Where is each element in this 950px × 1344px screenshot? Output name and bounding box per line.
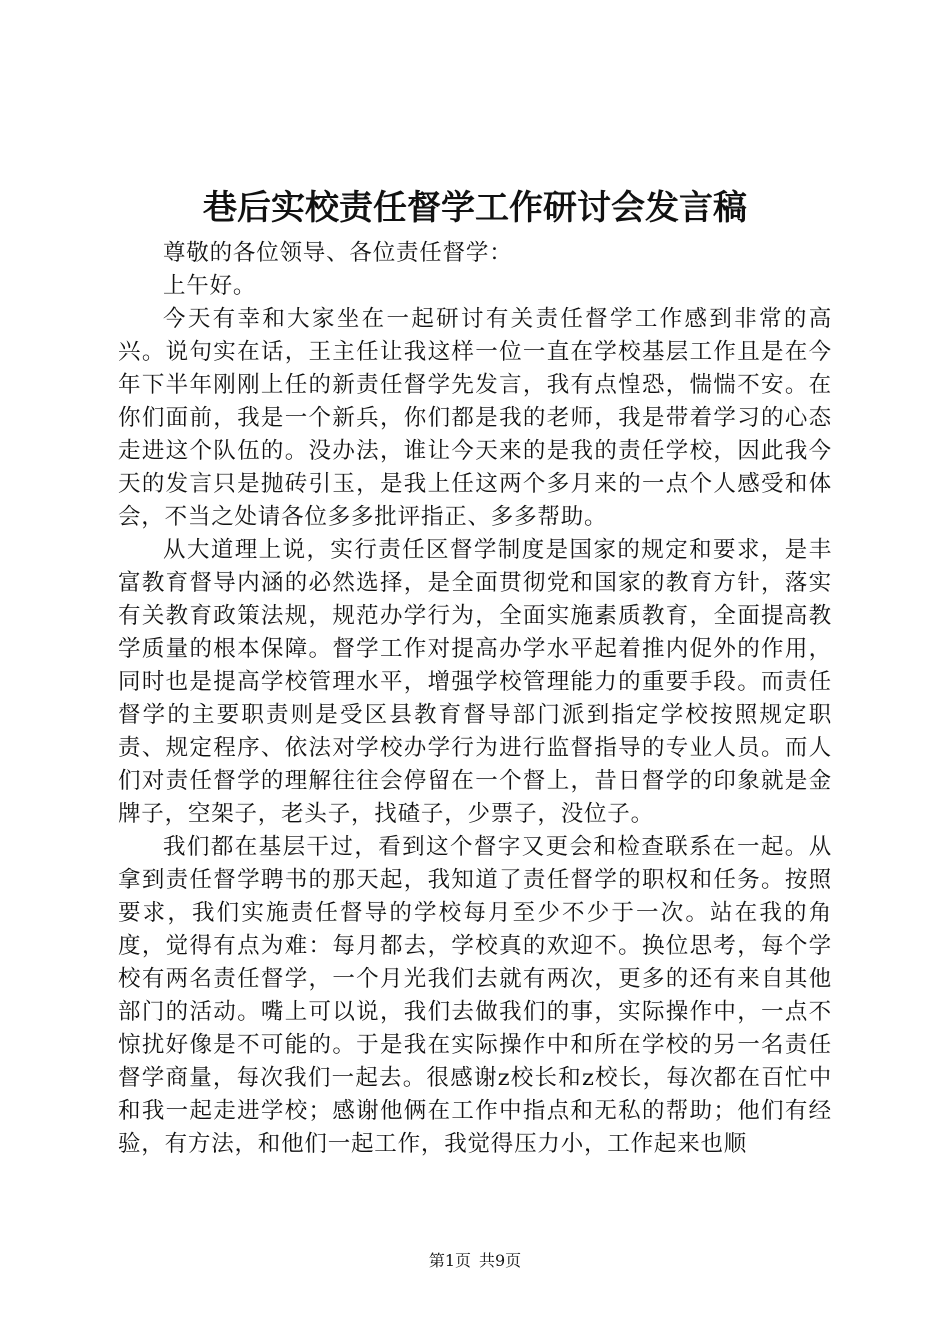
document-body	[118, 237, 832, 1161]
body-paragraph: 从大道理上说，实行责任区督学制度是国家的规定和要求，是丰富教育督导内涵的必然选择，是全面贯彻党和国家的教育方针，落实有关教育政策法规，规范办学行为，全面实施素质教育，全面提高教学质量的根本保障。督学工作对提高办学水平起着推内促外的作用，同时也是提高学校管理水平，增强学校管理能力的重要手段。而责任督学的主要职责则是受区县教育督导部门派到指定学校按照规定职责、规定程序、依法对学校办学行为进行监督指导的专业人员。而人们对责任督学的理解往往会停留在一个督上，昔日督学的印象就是金牌子，空架子，老头子，找碴子，少票子，没位子。	[118, 537, 832, 827]
page-number-total: 共9页	[479, 1251, 522, 1270]
page-footer	[0, 1249, 950, 1273]
page-number-current: 第1页	[428, 1251, 471, 1270]
document-title: 巷后实校责任督学工作研讨会发言稿	[203, 188, 747, 228]
body-paragraph: 今天有幸和大家坐在一起研讨有关责任督学工作感到非常的高兴。说句实在话，王主任让我这样一位一直在学校基层工作且是在今年下半年刚刚上任的新责任督学先发言，我有点惶恐，惴惴不安。在你们面前，我是一个新兵，你们都是我的老师，我是带着学习的心态走进这个队伍的。没办法，谁让今天来的是我的责任学校，因此我今天的发言只是抛砖引玉，是我上任这两个多月来的一点个人感受和体会，不当之处请各位多多批评指正、多多帮助。	[118, 306, 832, 530]
greeting-paragraph: 上午好。	[163, 273, 257, 299]
salutation-paragraph: 尊敬的各位领导、各位责任督学：	[163, 240, 513, 266]
body-paragraph: 我们都在基层干过，看到这个督字又更会和检查联系在一起。从拿到责任督学聘书的那天起，我知道了责任督学的职权和任务。按照要求，我们实施责任督导的学校每月至少不少于一次。站在我的角度，觉得有点为难：每月都去，学校真的欢迎不。换位思考，每个学校有两名责任督学，一个月光我们去就有两次，更多的还有来自其他部门的活动。嘴上可以说，我们去做我们的事，实际操作中，一点不惊扰好像是不可能的。于是我在实际操作中和所在学校的另一名责任督学商量，每次我们一起去。很感谢z校长和z校长，每次都在百忙中和我一起走进学校；感谢他俩在工作中指点和无私的帮助；他们有经验，有方法，和他们一起工作，我觉得压力小，工作起来也顺	[118, 834, 832, 1157]
